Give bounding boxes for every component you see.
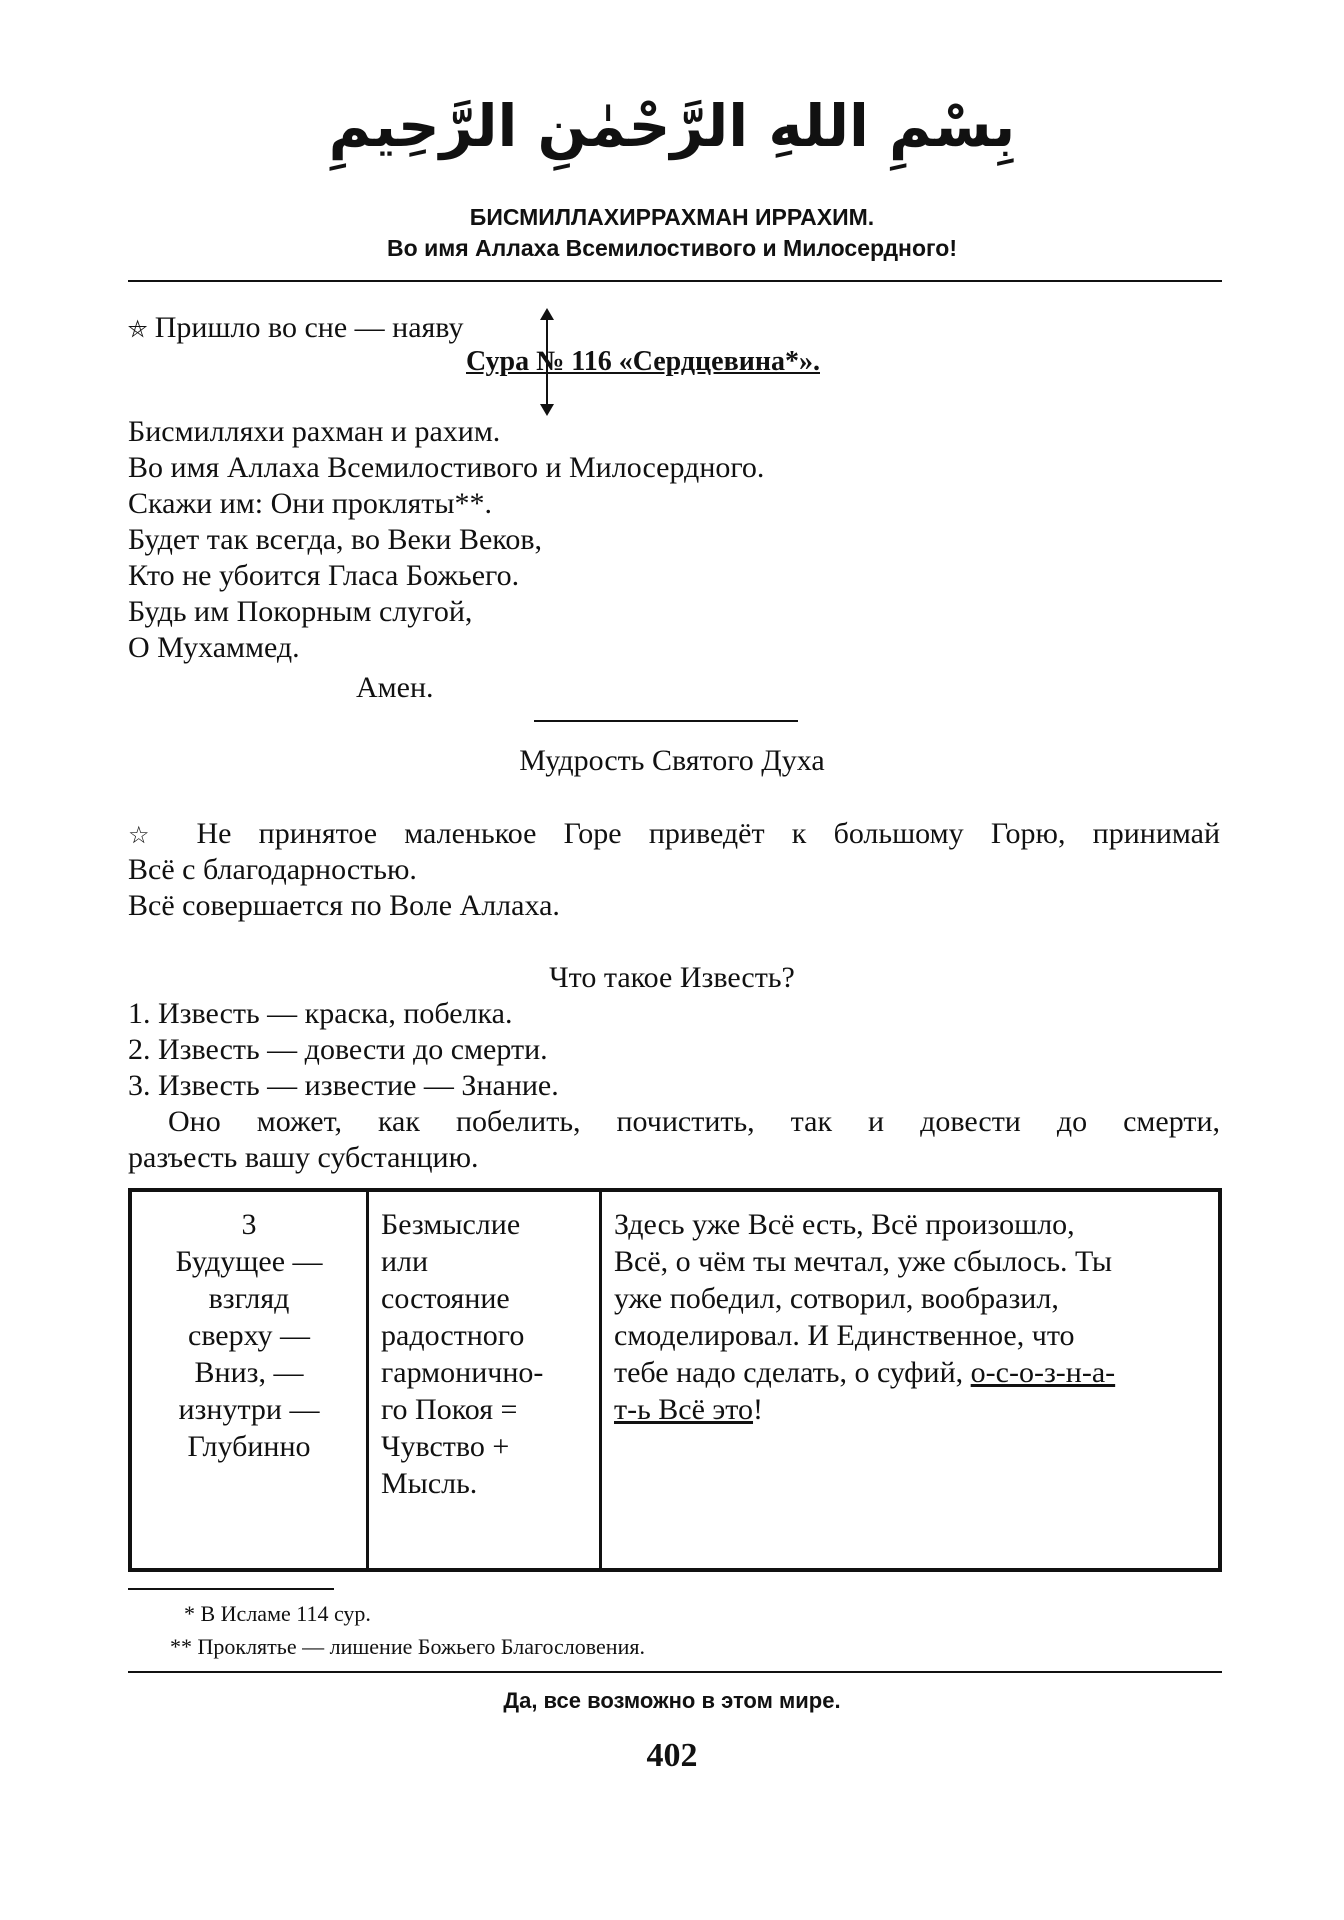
dream-line: [128, 310, 463, 347]
list-item: 3. Известь — известие — Знание.: [128, 1069, 559, 1102]
table-cell-description: Здесь уже Всё есть, Всё произошло, Всё, о чём ты мечтал, уже сбылось. Ты уже победил, сотворил, вообразил, смоделировал. И Единственное, что тебе надо сделать, о суфий, о-с-о-з-н-а- т-ь Всё это!: [601, 1190, 1221, 1570]
header-subtitle: Во имя Аллаха Всемилостивого и Милосердного!: [387, 235, 957, 261]
poem-line: О Мухаммед.: [128, 631, 300, 664]
pentagram-icon: ⛤: [128, 315, 148, 343]
list-item: 2. Известь — довести до смерти.: [128, 1033, 548, 1066]
section-title: Мудрость Святого Духа: [519, 744, 825, 777]
poem-line: Бисмилляхи рахман и рахим.: [128, 415, 501, 448]
question: Что такое Известь?: [549, 961, 795, 994]
meditation-table: [128, 1188, 1222, 1572]
footnote: * В Исламе 114 сур.: [184, 1601, 371, 1626]
footer-divider: [128, 1671, 1222, 1673]
footer-motto: Да, все возможно в этом мире.: [503, 1688, 841, 1713]
table-cell-future: 3 Будущее — взгляд сверху — Вниз, — изнутри — Глубинно: [130, 1190, 368, 1570]
list-item: 1. Известь — краска, побелка.: [128, 997, 513, 1030]
table-row: [130, 1190, 1220, 1570]
bismillah-calligraphy: بِسْمِ اللهِ الرَّحْمٰنِ الرَّحِيمِ: [328, 92, 1016, 160]
table-cell-state: Безмыслие или состояние радостного гармонично- го Покоя = Чувство + Мысль.: [368, 1190, 601, 1570]
poem-line: Будь им Покорным слугой,: [128, 595, 473, 628]
poem: [128, 414, 764, 666]
header-divider: [128, 280, 1222, 282]
surah-title: Сура № 116 «Сердцевина*».: [466, 346, 820, 377]
dream-line-text: Пришло во сне — наяву: [154, 311, 464, 344]
poem-line: Будет так всегда, во Веки Веков,: [128, 523, 542, 556]
wisdom-line-3: Всё совершается по Воле Аллаха.: [128, 889, 560, 922]
wisdom-line-2: Всё с благодарностью.: [128, 853, 417, 886]
amen: Амен.: [356, 671, 434, 704]
footnote-divider: [128, 1588, 334, 1590]
section-divider: [534, 720, 798, 722]
footnote: ** Проклятье — лишение Божьего Благословения.: [170, 1634, 645, 1659]
star-outline-icon: ☆: [128, 821, 170, 849]
poem-line: Во имя Аллаха Всемилостивого и Милосердного.: [128, 451, 765, 484]
wisdom-line-1: ☆ Не принятое маленькое Горе приведёт к большому Горю, принимай: [128, 817, 1221, 850]
poem-line: Кто не убоится Гласа Божьего.: [128, 559, 520, 592]
paragraph-line-2: разъесть вашу субстанцию.: [128, 1141, 479, 1174]
page-number: 402: [646, 1737, 698, 1774]
header-title: БИСМИЛЛАХИРРАХМАН ИРРАХИМ.: [469, 204, 875, 230]
paragraph-line-1: Оно может, как побелить, почистить, так и довести до смерти,: [168, 1105, 1220, 1138]
poem-line: Скажи им: Они прокляты**.: [128, 487, 493, 520]
